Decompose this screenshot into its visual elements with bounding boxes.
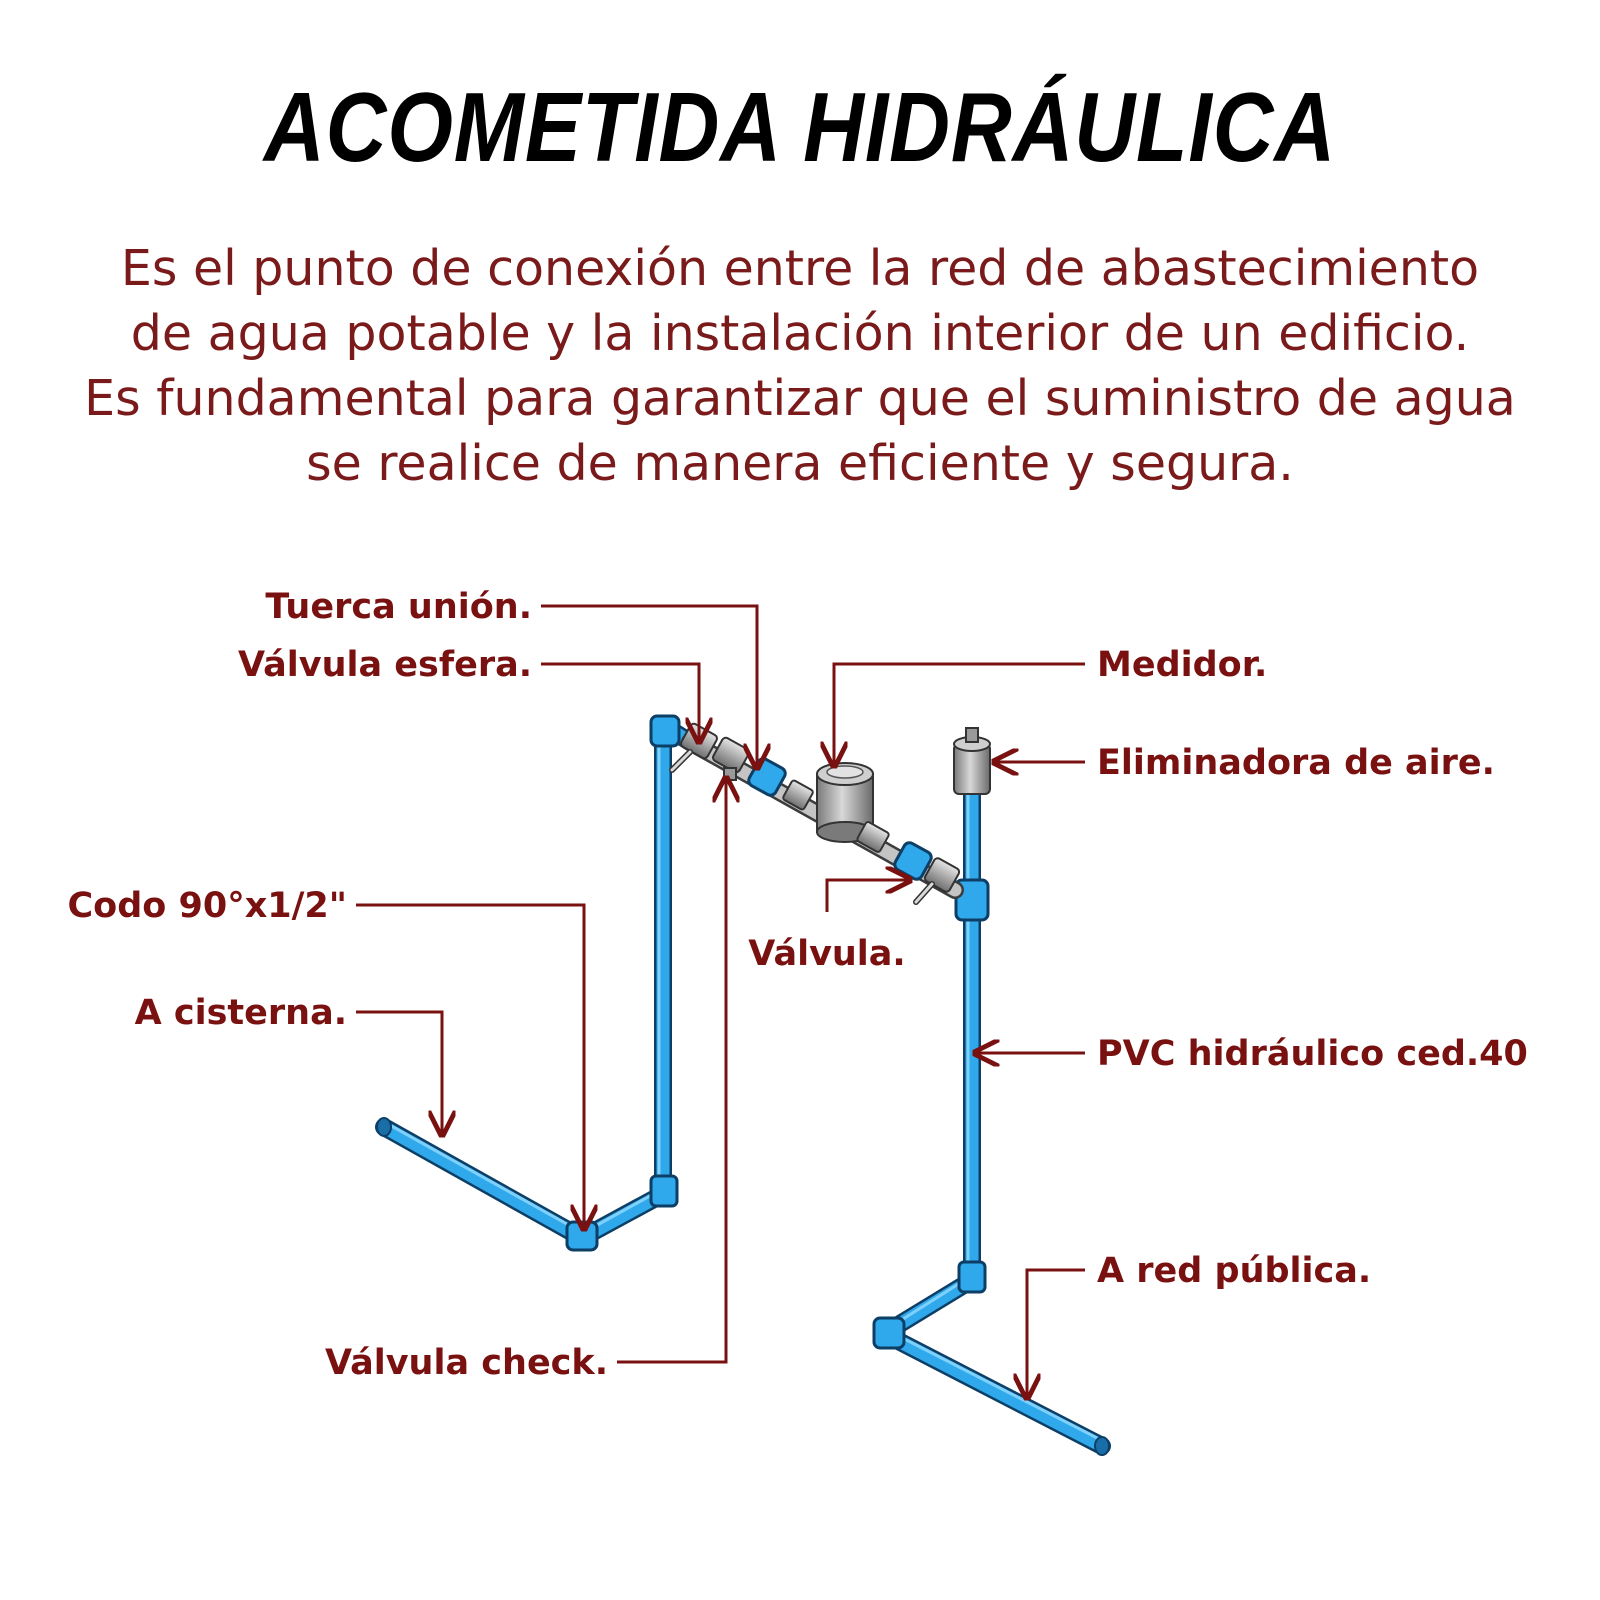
leader-a-cisterna: [356, 1012, 442, 1135]
page-title: ACOMETIDA HIDRÁULICA: [263, 72, 1337, 182]
elbow-right-bottom: [959, 1262, 985, 1292]
description-line-3: Es fundamental para garantizar que el suministro de agua: [84, 370, 1516, 427]
label-codo: Codo 90°x1/2": [67, 886, 347, 926]
leader-valvula: [827, 880, 910, 912]
label-tuerca-union: Tuerca unión.: [265, 587, 532, 627]
description-line-2: de agua potable y la instalación interior de un edificio.: [130, 305, 1470, 362]
label-a-red-publica: A red pública.: [1097, 1251, 1372, 1291]
label-a-cisterna: A cisterna.: [134, 993, 347, 1033]
pipe-left-run: [384, 730, 663, 1238]
label-pvc: PVC hidráulico ced.40: [1097, 1034, 1528, 1074]
label-valvula-esfera: Válvula esfera.: [237, 645, 532, 685]
description-line-1: Es el punto de conexión entre la red de abastecimiento: [120, 240, 1480, 297]
meter-assembly: [672, 722, 961, 902]
label-eliminadora-aire: Eliminadora de aire.: [1097, 743, 1495, 783]
leader-a-red-publica: [1027, 1270, 1085, 1398]
pipe-end-street: [1095, 1437, 1109, 1455]
elbow-left-bottom: [651, 1176, 677, 1206]
pipe-end-cisterna: [377, 1118, 391, 1136]
elbow-cisterna: [567, 1222, 597, 1250]
label-valvula: Válvula.: [748, 934, 906, 974]
label-medidor: Medidor.: [1097, 645, 1268, 685]
elbow-left-top: [651, 716, 679, 746]
label-valvula-check: Válvula check.: [324, 1343, 608, 1383]
air-eliminator: [954, 728, 990, 794]
labels: [67, 587, 1527, 1383]
description-line-4: se realice de manera eficiente y segura.: [306, 435, 1294, 492]
elbow-street: [874, 1318, 904, 1348]
